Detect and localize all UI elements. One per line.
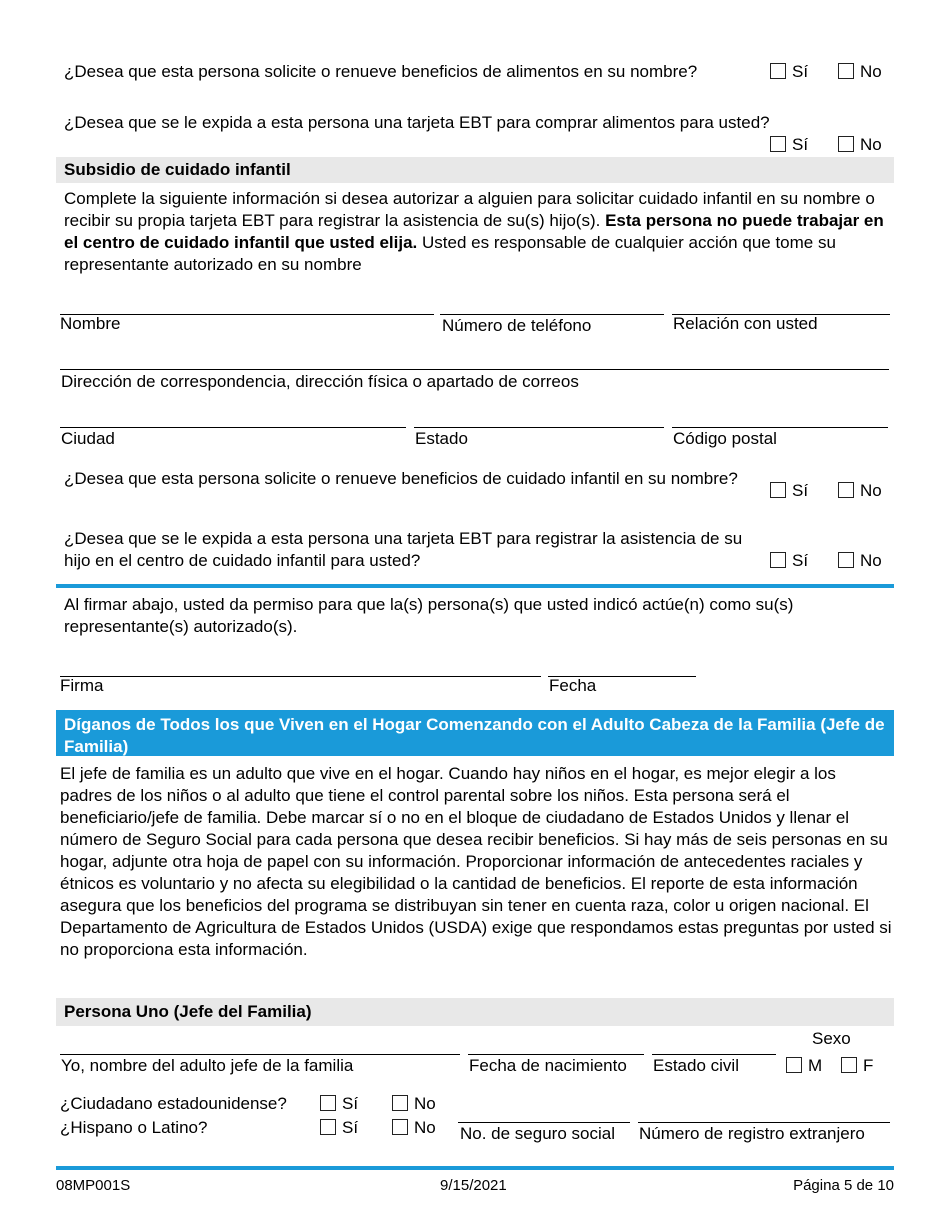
- hoh-name-label: Yo, nombre del adulto jefe de la familia: [61, 1056, 354, 1075]
- sex-label: Sexo: [812, 1029, 851, 1048]
- childcare-intro: [64, 188, 890, 276]
- checkbox[interactable]: [838, 63, 854, 79]
- person-one-title: Persona Uno (Jefe del Familia): [56, 998, 894, 1026]
- childcare-ebt-question: ¿Desea que se le expida a esta persona una tarjeta EBT para registrar la asistencia de su hijo en el centro de cuidado infantil para usted?: [64, 529, 743, 570]
- option-label: M: [808, 1056, 823, 1075]
- checkbox[interactable]: [786, 1057, 802, 1073]
- food-ebt-question: ¿Desea que se le expida a esta persona una tarjeta EBT para comprar alimentos para usted?: [64, 113, 770, 132]
- ssn-label: No. de seguro social: [460, 1124, 615, 1143]
- intro-text-end: Usted es responsable de cualquier acción que tome su representante autorizado en su nombre: [64, 233, 836, 274]
- food-renew-yes[interactable]: [770, 61, 808, 83]
- state-label: Estado: [415, 429, 468, 448]
- phone-label: Número de teléfono: [442, 316, 592, 335]
- option-label: Sí: [792, 481, 809, 500]
- intro-warning: Esta persona no puede trabajar en el centro de cuidado infantil que usted elija.: [64, 211, 884, 252]
- hispanic-question: ¿Hispano o Latino?: [60, 1118, 208, 1137]
- hispanic-no[interactable]: [392, 1117, 436, 1139]
- citizen-yes[interactable]: [320, 1093, 358, 1115]
- form-id: 08MP001S: [56, 1177, 131, 1194]
- sex-m[interactable]: [786, 1055, 822, 1077]
- checkbox[interactable]: [770, 552, 786, 568]
- option-label: Sí: [792, 551, 809, 570]
- option-label: No: [860, 481, 882, 500]
- option-label: Sí: [792, 135, 809, 154]
- option-label: Sí: [342, 1118, 359, 1137]
- hispanic-yes[interactable]: [320, 1117, 358, 1139]
- option-label: Sí: [342, 1094, 359, 1113]
- option-label: F: [863, 1056, 874, 1075]
- childcare-ebt-yes[interactable]: [770, 550, 808, 572]
- option-label: No: [414, 1118, 436, 1137]
- food-renew-question: ¿Desea que esta persona solicite o renueve beneficios de alimentos en su nombre?: [64, 62, 698, 81]
- page-number: Página 5 de 10: [793, 1177, 894, 1194]
- marital-label: Estado civil: [653, 1056, 739, 1075]
- address-line[interactable]: [60, 369, 889, 370]
- household-section-title: Díganos de Todos los que Viven en el Hogar Comenzando con el Adulto Cabeza de la Familia (Jefe de Familia): [56, 710, 894, 756]
- address-label: Dirección de correspondencia, dirección física o apartado de correos: [61, 372, 579, 391]
- date-label: Fecha: [549, 676, 597, 695]
- checkbox[interactable]: [320, 1095, 336, 1111]
- name-label: Nombre: [60, 314, 121, 333]
- citizen-question: ¿Ciudadano estadounidense?: [60, 1094, 287, 1113]
- childcare-renew-no[interactable]: [838, 480, 882, 502]
- section-divider: [56, 584, 894, 588]
- option-label: No: [860, 62, 882, 81]
- childcare-ebt-no[interactable]: [838, 550, 882, 572]
- household-instructions: El jefe de familia es un adulto que vive en el hogar. Cuando hay niños en el hogar, es mejor elegir a los padres de los niños o al adulto que tiene el control parental sobre los niños. Esta persona será el beneficiario/jefe de familia. Debe marcar sí o no en el bloque de ciudadano de Estados Unidos y llenar el número de Seguro Social para cada persona que desea recibir beneficios. Si hay más de seis personas en su hogar, adjunte otra hoja de papel con su información. Proporcionar información de antecedentes raciales y étnicos es voluntario y no afecta su elegibilidad o la cantidad de beneficios. El reporte de esta información asegura que los beneficios del programa se distribuyan sin tener en cuenta raza, color u origen nacional. El Departamento de Agricultura de Estados Unidos (USDA) exige que respondamos estas preguntas por usted si no proporciona esta información.: [60, 764, 892, 959]
- food-ebt-no[interactable]: [838, 134, 882, 156]
- childcare-renew-question: ¿Desea que esta persona solicite o renueve beneficios de cuidado infantil en su nombre?: [64, 469, 738, 488]
- relation-label: Relación con usted: [673, 314, 818, 333]
- option-label: No: [860, 551, 882, 570]
- checkbox[interactable]: [770, 482, 786, 498]
- intro-text: Complete la siguiente información si desea autorizar a alguien para solicitar cuidado infantil en su nombre o recibir su propia tarjeta EBT para registrar la asistencia de su(s) hijo(s).: [64, 189, 875, 230]
- option-label: No: [414, 1094, 436, 1113]
- childcare-section-title: Subsidio de cuidado infantil: [56, 157, 894, 183]
- sex-f[interactable]: [841, 1055, 873, 1077]
- dob-label: Fecha de nacimiento: [469, 1056, 627, 1075]
- alien-label: Número de registro extranjero: [639, 1124, 865, 1143]
- checkbox[interactable]: [838, 552, 854, 568]
- city-label: Ciudad: [61, 429, 115, 448]
- zip-label: Código postal: [673, 429, 777, 448]
- checkbox[interactable]: [770, 63, 786, 79]
- signature-statement: Al firmar abajo, usted da permiso para que la(s) persona(s) que usted indicó actúe(n) como su(s) representante(s) autorizado(s).: [64, 595, 794, 636]
- checkbox[interactable]: [320, 1119, 336, 1135]
- form-date: 9/15/2021: [440, 1177, 507, 1194]
- checkbox[interactable]: [392, 1119, 408, 1135]
- signature-label: Firma: [60, 676, 104, 695]
- checkbox[interactable]: [841, 1057, 857, 1073]
- citizen-no[interactable]: [392, 1093, 436, 1115]
- food-ebt-yes[interactable]: [770, 134, 808, 156]
- food-renew-no[interactable]: [838, 61, 882, 83]
- option-label: No: [860, 135, 882, 154]
- checkbox[interactable]: [770, 136, 786, 152]
- signature-line[interactable]: [60, 676, 541, 677]
- checkbox[interactable]: [838, 136, 854, 152]
- checkbox[interactable]: [392, 1095, 408, 1111]
- option-label: Sí: [792, 62, 809, 81]
- checkbox[interactable]: [838, 482, 854, 498]
- footer-divider: [56, 1166, 894, 1170]
- childcare-renew-yes[interactable]: [770, 480, 808, 502]
